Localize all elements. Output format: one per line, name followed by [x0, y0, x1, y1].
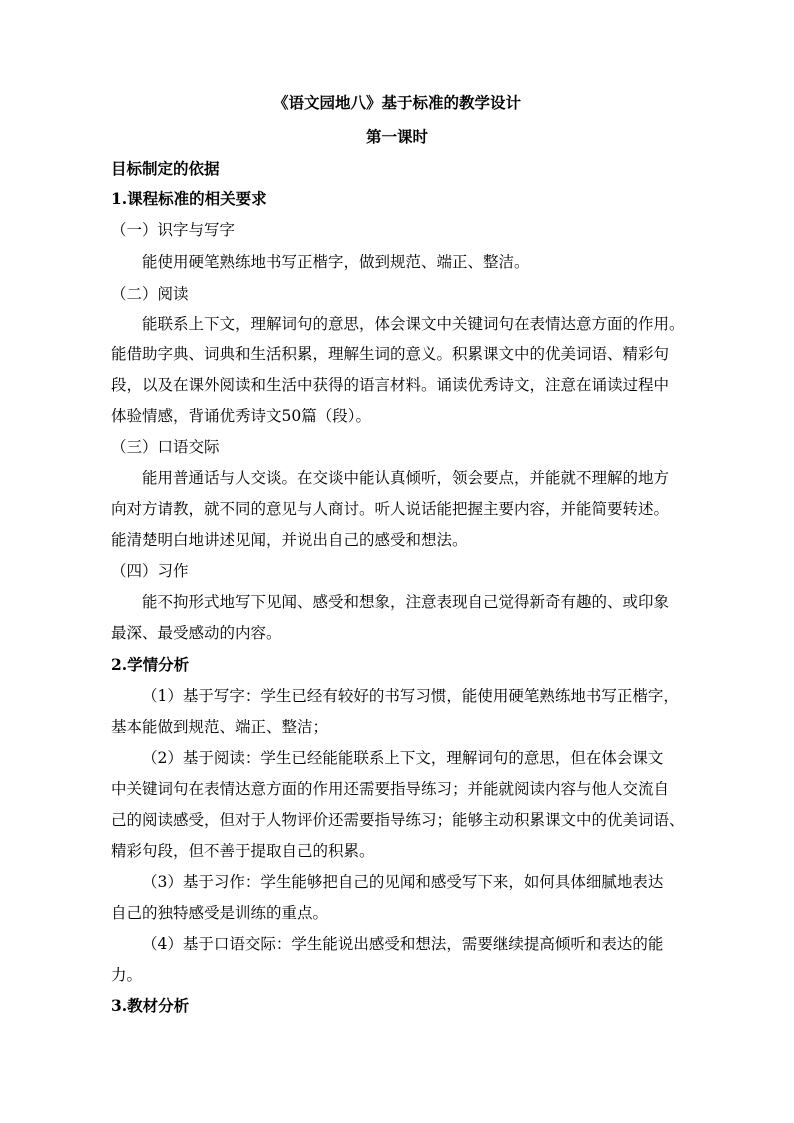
- paragraph-line: 能使用硬笔熟练地书写正楷字，做到规范、端正、整洁。: [142, 253, 530, 271]
- analysis-line: （4）基于口语交际：学生能说出感受和想法，需要继续提高倾听和表达的能: [142, 935, 664, 953]
- paragraph-line: 能清楚明白地讲述见闻，并说出自己的感受和想法。: [111, 531, 468, 549]
- analysis-line: 基本能做到规范、端正、整洁；: [111, 718, 329, 736]
- paragraph-line: 能用普通话与人交谈。在交谈中能认真倾听，领会要点，并能就不理解的地方: [142, 469, 670, 487]
- sub3-heading: （三）口语交际: [111, 438, 220, 456]
- analysis-line: （2）基于阅读：学生已经能能联系上下文，理解词句的意思，但在体会课文: [142, 749, 664, 767]
- analysis-line: （1）基于写字：学生已经有较好的书写习惯，能使用硬笔熟练地书写正楷字，: [142, 687, 679, 705]
- paragraph-line: 体验情感，背诵优秀诗文50篇（段）。: [111, 407, 371, 425]
- paragraph-line: 能联系上下文，理解词句的意思，体会课文中关键词句在表情达意方面的作用。: [142, 315, 685, 333]
- paragraph-line: 最深、最受感动的内容。: [111, 624, 282, 642]
- section3-heading: 3.教材分析: [111, 996, 190, 1015]
- paragraph-line: 能借助字典、词典和生活积累，理解生词的意义。积累课文中的优美词语、精彩句: [111, 345, 670, 363]
- analysis-line: 精彩句段，但不善于提取自己的积累。: [111, 842, 375, 860]
- sub2-heading: （二）阅读: [111, 285, 189, 303]
- document-subtitle: 第一课时: [365, 127, 428, 146]
- sub1-heading: （一）识字与写字: [111, 221, 236, 239]
- section2-heading: 2.学情分析: [111, 655, 190, 674]
- analysis-line: 己的阅读感受，但对于人物评价还需要指导练习；能够主动积累课文中的优美词语、: [111, 811, 685, 829]
- analysis-line: 中关键词句在表情达意方面的作用还需要指导练习；并能就阅读内容与他人交流自: [111, 780, 670, 798]
- paragraph-line: 段，以及在课外阅读和生活中获得的语言材料。诵读优秀诗文，注意在诵读过程中: [111, 376, 670, 394]
- analysis-line: （3）基于习作：学生能够把自己的见闻和感受写下来，如何具体细腻地表达: [142, 873, 664, 891]
- section-heading: 目标制定的依据: [111, 159, 220, 178]
- paragraph-line: 向对方请教，就不同的意见与人商讨。听人说话能把握主要内容，并能简要转述。: [111, 500, 670, 518]
- section1-heading: 1.课程标准的相关要求: [111, 189, 267, 208]
- paragraph-line: 能不拘形式地写下见闻、感受和想象，注意表现自己觉得新奇有趣的、或印象: [142, 593, 670, 611]
- analysis-line: 力。: [111, 966, 143, 984]
- analysis-line: 自己的独特感受是训练的重点。: [111, 904, 329, 922]
- document-title: 《语文园地八》基于标准的教学设计: [272, 93, 521, 112]
- sub4-heading: （四）习作: [111, 562, 189, 580]
